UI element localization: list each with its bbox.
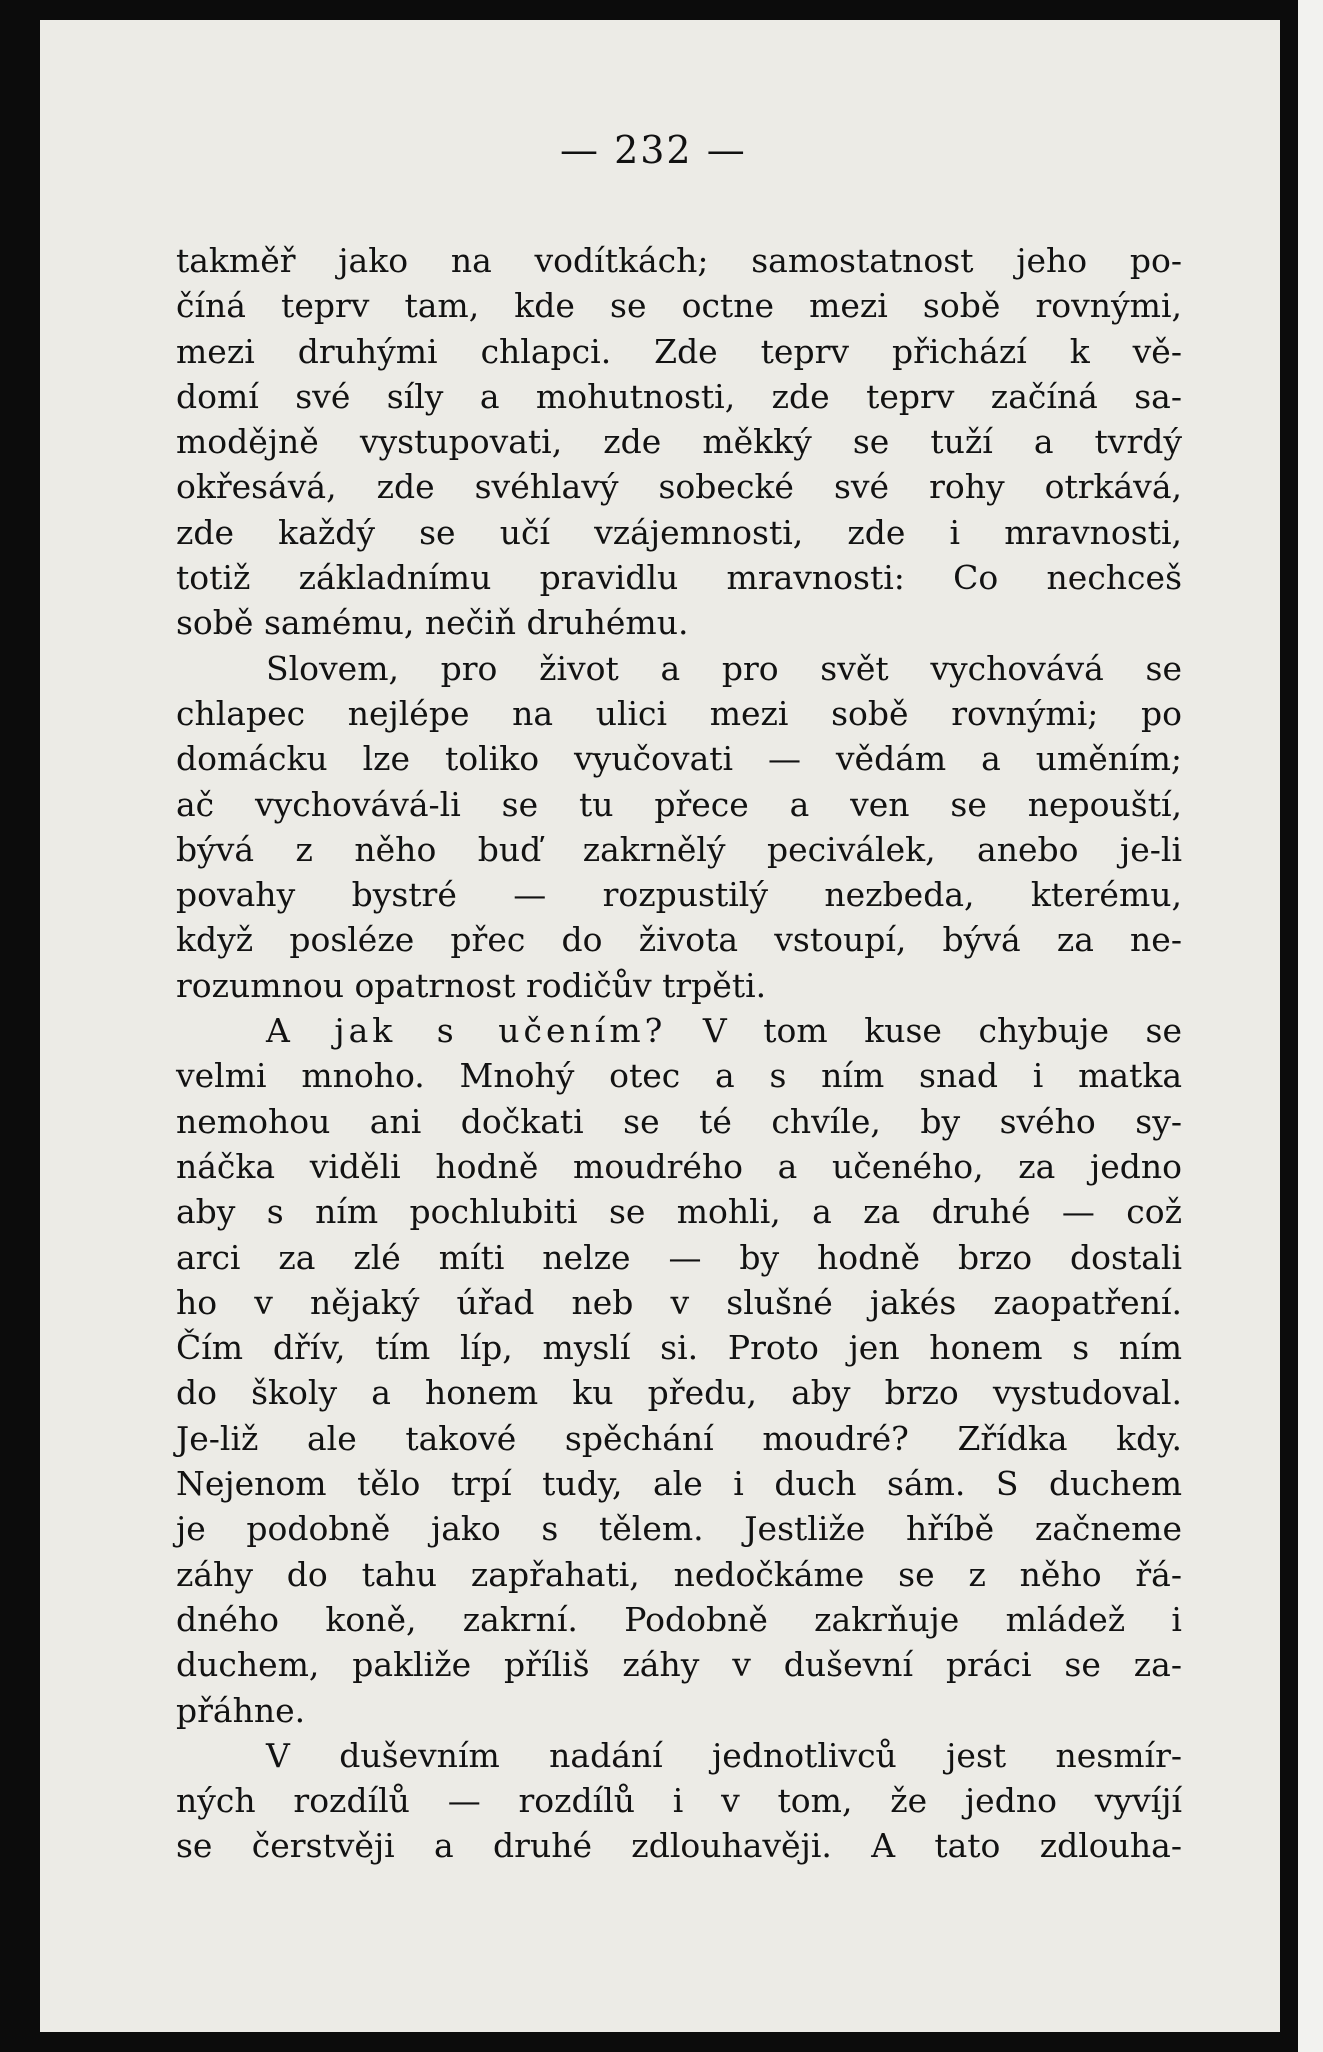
text-line: dného koně, zakrní. Podobně zakrňuje mládež i: [176, 1599, 1182, 1639]
text-line: okřesává, zde svéhlavý sobecké své rohy otrkává,: [176, 467, 1182, 507]
text-line: totiž základnímu pravidlu mravnosti: Co nechceš: [176, 558, 1182, 598]
text-line: rozumnou opatrnost rodičův trpěti.: [176, 965, 767, 1005]
text-line: náčka viděli hodně moudrého a učeného, za jedno: [176, 1146, 1182, 1186]
text-line: sobě samému, nečiň druhému.: [176, 603, 689, 643]
text-line: zde každý se učí vzájemnosti, zde i mravnosti,: [176, 512, 1182, 552]
text-line: domácku lze toliko vyučovati — vědám a uměním;: [176, 739, 1182, 779]
text-fragment: V tom kuse chybuje se: [702, 1011, 1182, 1051]
body-text: [176, 238, 1182, 1869]
text-line: ných rozdílů — rozdílů i v tom, že jedno vyvíjí: [176, 1781, 1182, 1821]
text-line: ač vychovává-li se tu přece a ven se nepouští,: [176, 784, 1182, 824]
text-line: arci za zlé míti nelze — by hodně brzo dostali: [176, 1237, 1182, 1277]
text-line: takměř jako na vodítkách; samostatnost jeho po-: [176, 241, 1182, 280]
text-line-with-spaced-phrase: [176, 1008, 1182, 1053]
text-line: Čím dřív, tím líp, myslí si. Proto jen honem s ním: [176, 1328, 1182, 1368]
text-line: aby s ním pochlubiti se mohli, a za druhé — což: [176, 1192, 1182, 1232]
text-line: přáhne.: [176, 1690, 306, 1730]
text-line: do školy a honem ku předu, aby brzo vystudoval.: [176, 1373, 1182, 1413]
text-line: chlapec nejlépe na ulici mezi sobě rovnými; po: [176, 693, 1182, 733]
text-line: číná teprv tam, kde se octne mezi sobě rovnými,: [176, 286, 1182, 326]
text-line: domí své síly a mohutnosti, zde teprv začíná sa-: [176, 376, 1182, 416]
text-line: Nejenom tělo trpí tudy, ale i duch sám. S duchem: [176, 1464, 1182, 1504]
text-line: modějně vystupovati, zde měkký se tuží a tvrdý: [176, 422, 1182, 462]
text-line: je podobně jako s tělem. Jestliže hříbě začneme: [176, 1509, 1182, 1549]
text-line: když posléze přec do života vstoupí, bývá za ne-: [176, 920, 1182, 960]
text-line: Slovem, pro život a pro svět vychovává se: [266, 648, 1182, 688]
text-line: Je-liž ale takové spěchání moudré? Zřídka kdy.: [176, 1418, 1182, 1458]
text-line: ho v nějaký úřad neb v slušné jakés zaopatření.: [176, 1282, 1182, 1322]
text-line: duchem, pakliže příliš záhy v duševní práci se za-: [176, 1645, 1182, 1685]
page-number: — 232 —: [560, 128, 747, 172]
next-page-edge: [1298, 0, 1323, 2052]
spaced-phrase: A jak s učením?: [266, 1011, 667, 1051]
text-line: povahy bystré — rozpustilý nezbeda, kterému,: [176, 875, 1182, 915]
text-line: záhy do tahu zapřahati, nedočkáme se z něho řá-: [176, 1554, 1182, 1594]
text-line: se čerstvěji a druhé zdlouhavěji. A tato zdlouha-: [176, 1826, 1182, 1866]
text-line: bývá z něho buď zakrnělý peciválek, anebo je-li: [176, 829, 1182, 869]
text-line: V duševním nadání jednotlivců jest nesmír-: [266, 1735, 1182, 1775]
text-line: mezi druhými chlapci. Zde teprv přichází k vě-: [176, 331, 1182, 371]
text-line: nemohou ani dočkati se té chvíle, by svého sy-: [176, 1101, 1182, 1141]
text-line: velmi mnoho. Mnohý otec a s ním snad i matka: [176, 1056, 1182, 1096]
